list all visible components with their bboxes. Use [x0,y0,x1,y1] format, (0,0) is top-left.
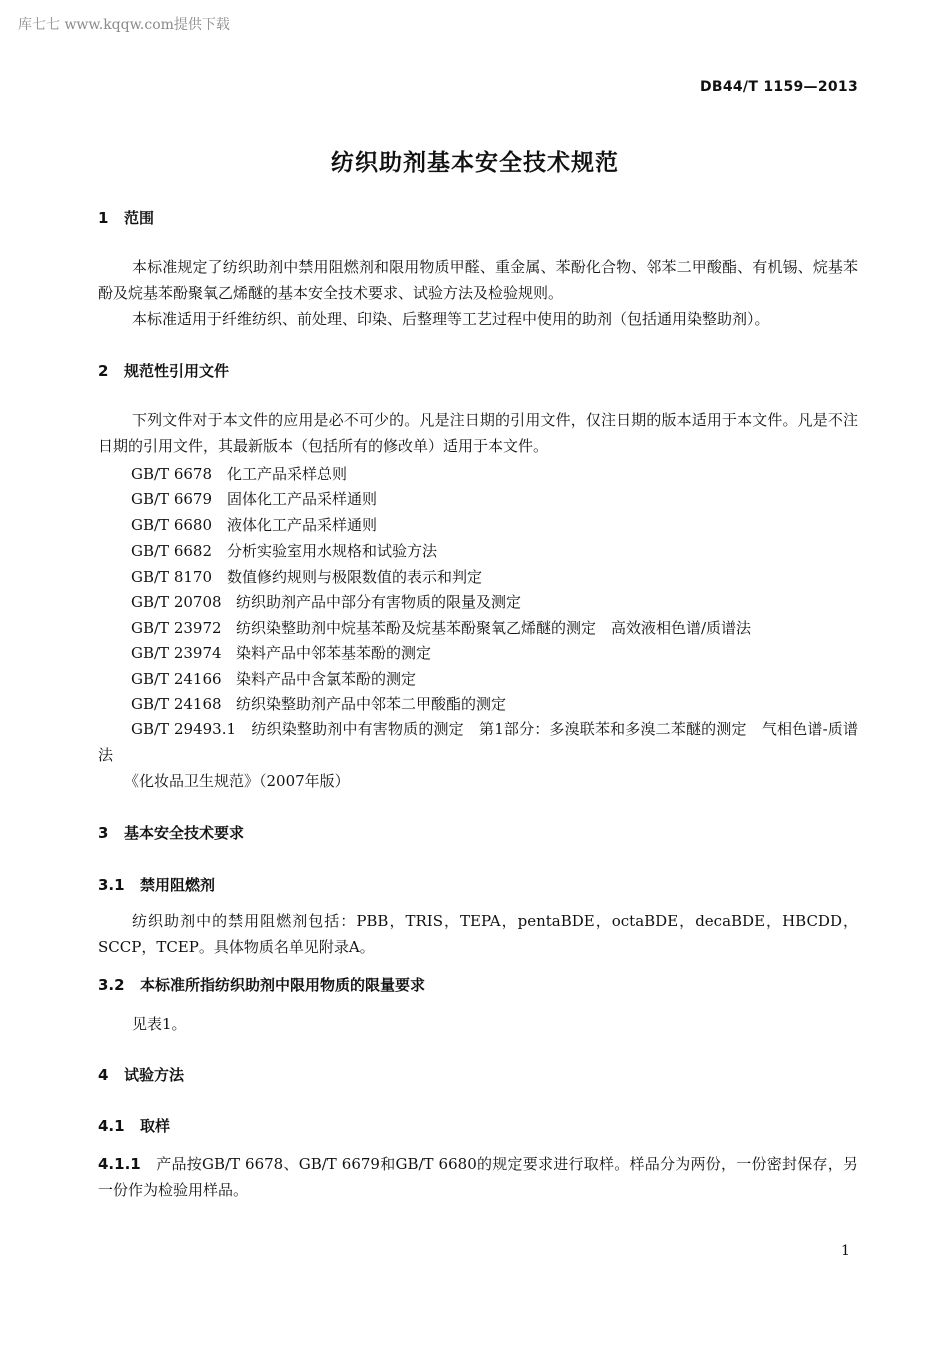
sampling-text: 产品按GB/T 6678、GB/T 6679和GB/T 6680的规定要求进行取样。样品分为两份，一份密封保存，另一份作为检验用样品。 [98,1155,858,1199]
section-title: 本标准所指纺织助剂中限用物质的限量要求 [140,976,426,994]
reference-title: 纺织染整助剂中烷基苯酚及烷基苯酚聚氧乙烯醚的测定 高效液相色谱/质谱法 [236,619,752,637]
reference-title: 纺织助剂产品中部分有害物质的限量及测定 [236,593,522,611]
reference-title: 固体化工产品采样通则 [227,490,378,508]
section-number: 2 [98,362,109,380]
sampling-paragraph [98,1151,858,1203]
section-4-heading [98,1064,184,1085]
reference-code: GB/T 23972 [131,619,222,637]
section-number: 4 [98,1066,109,1084]
reference-code: GB/T 8170 [131,568,213,586]
clause-number: 4.1.1 [98,1155,141,1173]
section-title: 取样 [140,1117,171,1135]
reference-item [131,693,506,714]
reference-title: 分析实验室用水规格和试验方法 [227,542,438,560]
reference-title: 染料产品中含氯苯酚的测定 [236,670,417,688]
reference-title: 染料产品中邻苯基苯酚的测定 [236,644,432,662]
reference-code: GB/T 24166 [131,670,222,688]
section-title: 禁用阻燃剂 [140,876,216,894]
section-1-heading [98,207,154,228]
reference-title: 液体化工产品采样通则 [227,516,378,534]
watermark-text: 库七七 www.kqqw.com提供下载 [18,17,230,33]
reference-item [131,566,482,587]
document-title: 纺织助剂基本安全技术规范 [331,150,619,176]
reference-item [131,668,416,689]
section-title: 试验方法 [124,1066,185,1084]
reference-code: GB/T 6682 [131,542,213,560]
section-number: 3.1 [98,876,125,894]
section-3-heading [98,822,244,843]
reference-code: GB/T 6679 [131,490,213,508]
reference-code: GB/T 6680 [131,516,213,534]
reference-code: GB/T 29493.1 [131,720,237,738]
reference-title: 化工产品采样总则 [227,465,348,483]
section-title: 规范性引用文件 [124,362,230,380]
reference-cosmetics: 《化妆品卫生规范》（2007年版） [124,772,350,790]
reference-title: 数值修约规则与极限数值的表示和判定 [227,568,483,586]
section-3-2-heading [98,974,425,995]
reference-item [131,540,437,561]
reference-code: GB/T 24168 [131,695,222,713]
reference-item-long [98,716,858,768]
limit-requirements-paragraph: 见表1。 [132,1015,187,1033]
section-2-heading [98,360,229,381]
standard-code: DB44/T 1159—2013 [699,79,858,95]
reference-item [131,591,521,612]
reference-title: 纺织染整助剂中有害物质的测定 第1部分：多溴联苯和多溴二苯醚的测定 气相色谱-质谱法 [98,720,858,764]
reference-item [131,617,751,638]
reference-code: GB/T 20708 [131,593,222,611]
scope-paragraph-2: 本标准适用于纤维纺织、前处理、印染、后整理等工艺过程中使用的助剂（包括通用染整助剂）。 [132,310,770,328]
page-number: 1 [841,1243,850,1259]
reference-title: 纺织染整助剂产品中邻苯二甲酸酯的测定 [236,695,507,713]
scope-paragraph-1: 本标准规定了纺织助剂中禁用阻燃剂和限用物质甲醛、重金属、苯酚化合物、邻苯二甲酸酯、有机锡、烷基苯酚及烷基苯酚聚氧乙烯醚的基本安全技术要求、试验方法及检验规则。 [98,258,858,302]
banned-flame-retardants-paragraph: 纺织助剂中的禁用阻燃剂包括：PBB，TRIS，TEPA，pentaBDE，octaBDE，decaBDE，HBCDD，SCCP，TCEP。具体物质名单见附录A。 [98,912,858,956]
section-3-1-heading [98,874,215,895]
reference-item [131,514,377,535]
references-intro-paragraph: 下列文件对于本文件的应用是必不可少的。凡是注日期的引用文件，仅注日期的版本适用于本文件。凡是不注日期的引用文件，其最新版本（包括所有的修改单）适用于本文件。 [98,411,858,455]
section-number: 1 [98,209,109,227]
section-number: 3.2 [98,976,125,994]
section-4-1-heading [98,1115,170,1136]
section-number: 3 [98,824,109,842]
reference-item [131,488,377,509]
section-title: 范围 [124,209,155,227]
section-title: 基本安全技术要求 [124,824,245,842]
reference-item [131,642,431,663]
reference-code: GB/T 23974 [131,644,222,662]
reference-code: GB/T 6678 [131,465,213,483]
reference-item [131,463,347,484]
section-number: 4.1 [98,1117,125,1135]
